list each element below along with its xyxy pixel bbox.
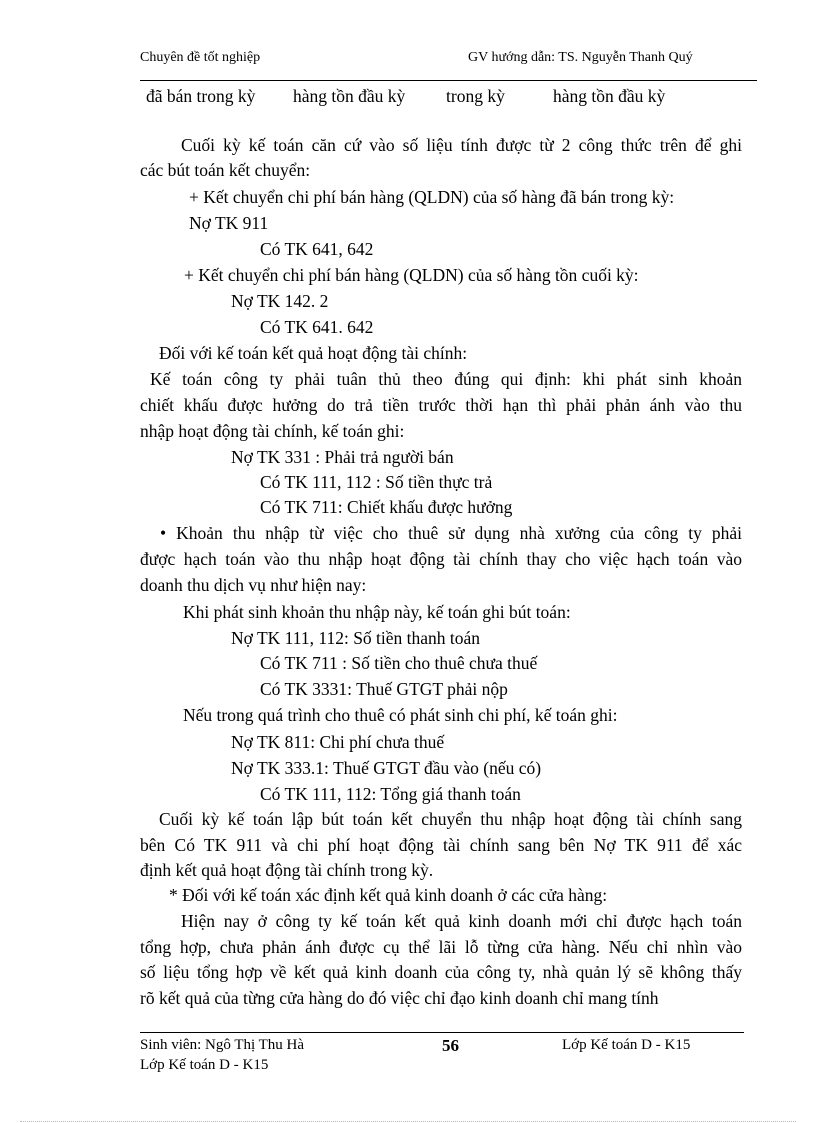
body-paragraph-line: chiết khấu được hưởng do trả tiền trước thời hạn thì phải phản ánh vào thu [140, 395, 742, 415]
body-paragraph-line: bên Có TK 911 và chi phí hoạt động tài chính sang bên Nợ TK 911 để xác [140, 835, 742, 855]
journal-entry-credit: Có TK 641. 642 [260, 317, 374, 337]
journal-entry-credit: Có TK 711: Chiết khấu được hưởng [260, 497, 513, 517]
carryover-label: trong kỳ [446, 86, 505, 106]
section-heading: Đối với kế toán kết quả hoạt động tài chính: [159, 343, 468, 363]
body-paragraph-line: tổng hợp, chưa phản ánh được cụ thể lãi lỗ từng cửa hàng. Nếu chỉ nhìn vào [140, 937, 742, 957]
bullet-paragraph-line: • Khoản thu nhập từ việc cho thuê sử dụng nhà xưởng của công ty phải [160, 523, 742, 543]
journal-entry-credit: Có TK 711 : Số tiền cho thuê chưa thuế [260, 653, 538, 673]
carryover-label: hàng tồn đầu kỳ [293, 86, 406, 106]
journal-entry-debit: Nợ TK 333.1: Thuế GTGT đầu vào (nếu có) [231, 758, 542, 778]
footer-student: Sinh viên: Ngô Thị Thu Hà [140, 1037, 305, 1053]
journal-entry-debit: Nợ TK 331 : Phải trả người bán [231, 447, 454, 467]
body-paragraph-line: doanh thu dịch vụ như hiện nay: [140, 575, 367, 595]
section-heading: * Đối với kế toán xác định kết quả kinh doanh ở các cửa hàng: [169, 885, 608, 905]
body-paragraph-line: Khi phát sinh khoản thu nhập này, kế toán ghi bút toán: [183, 602, 571, 622]
body-paragraph-line: Kế toán công ty phải tuân thủ theo đúng qui định: khi phát sinh khoản [150, 369, 742, 389]
body-paragraph-line: rõ kết quả của từng cửa hàng do đó việc chỉ đạo kinh doanh chỉ mang tính [140, 988, 659, 1008]
body-paragraph-line: Cuối kỳ kế toán căn cứ vào số liệu tính được từ 2 công thức trên để ghi [181, 135, 742, 155]
journal-entry-debit: Nợ TK 111, 112: Số tiền thanh toán [231, 628, 481, 648]
journal-entry-debit: Nợ TK 811: Chi phí chưa thuế [231, 732, 445, 752]
body-paragraph-line: Nếu trong quá trình cho thuê có phát sinh chi phí, kế toán ghi: [183, 705, 618, 725]
header-title: Chuyên đề tốt nghiệp [140, 50, 261, 65]
footer-divider [140, 1032, 744, 1033]
page-edge-divider [20, 1121, 796, 1122]
body-paragraph-line: định kết quả hoạt động tài chính trong kỳ. [140, 860, 434, 880]
body-paragraph-line: + Kết chuyển chi phí bán hàng (QLDN) của số hàng đã bán trong kỳ: [189, 187, 675, 207]
body-paragraph-line: Cuối kỳ kế toán lập bút toán kết chuyển thu nhập hoạt động tài chính sang [159, 809, 742, 829]
journal-entry-credit: Có TK 111, 112 : Số tiền thực trả [260, 472, 493, 492]
journal-entry-debit: Nợ TK 142. 2 [231, 291, 329, 311]
carryover-label: hàng tồn đầu kỳ [553, 86, 666, 106]
page-number: 56 [442, 1036, 459, 1055]
body-paragraph-line: số liệu tổng hợp về kết quả kinh doanh của công ty, nhà quản lý sẽ không thấy [140, 962, 742, 982]
carryover-label: đã bán trong kỳ [146, 86, 256, 106]
journal-entry-credit: Có TK 111, 112: Tổng giá thanh toán [260, 784, 521, 804]
header-advisor: GV hướng dẫn: TS. Nguyễn Thanh Quý [468, 50, 693, 65]
body-paragraph-line: + Kết chuyển chi phí bán hàng (QLDN) của số hàng tồn cuối kỳ: [184, 265, 639, 285]
footer-class: Lớp Kế toán D - K15 [562, 1037, 691, 1053]
journal-entry-debit: Nợ TK 911 [189, 213, 269, 233]
journal-entry-credit: Có TK 641, 642 [260, 239, 374, 259]
journal-entry-credit: Có TK 3331: Thuế GTGT phải nộp [260, 679, 508, 699]
body-paragraph-line: được hạch toán vào thu nhập hoạt động tài chính thay cho việc hạch toán vào [140, 549, 742, 569]
body-paragraph-line: Hiện nay ở công ty kế toán kết quả kinh doanh mới chỉ được hạch toán [181, 911, 742, 931]
body-paragraph-line: nhập hoạt động tài chính, kế toán ghi: [140, 421, 405, 441]
body-paragraph-line: các bút toán kết chuyển: [140, 160, 311, 180]
footer-class: Lớp Kế toán D - K15 [140, 1057, 269, 1073]
header-divider [140, 80, 757, 81]
